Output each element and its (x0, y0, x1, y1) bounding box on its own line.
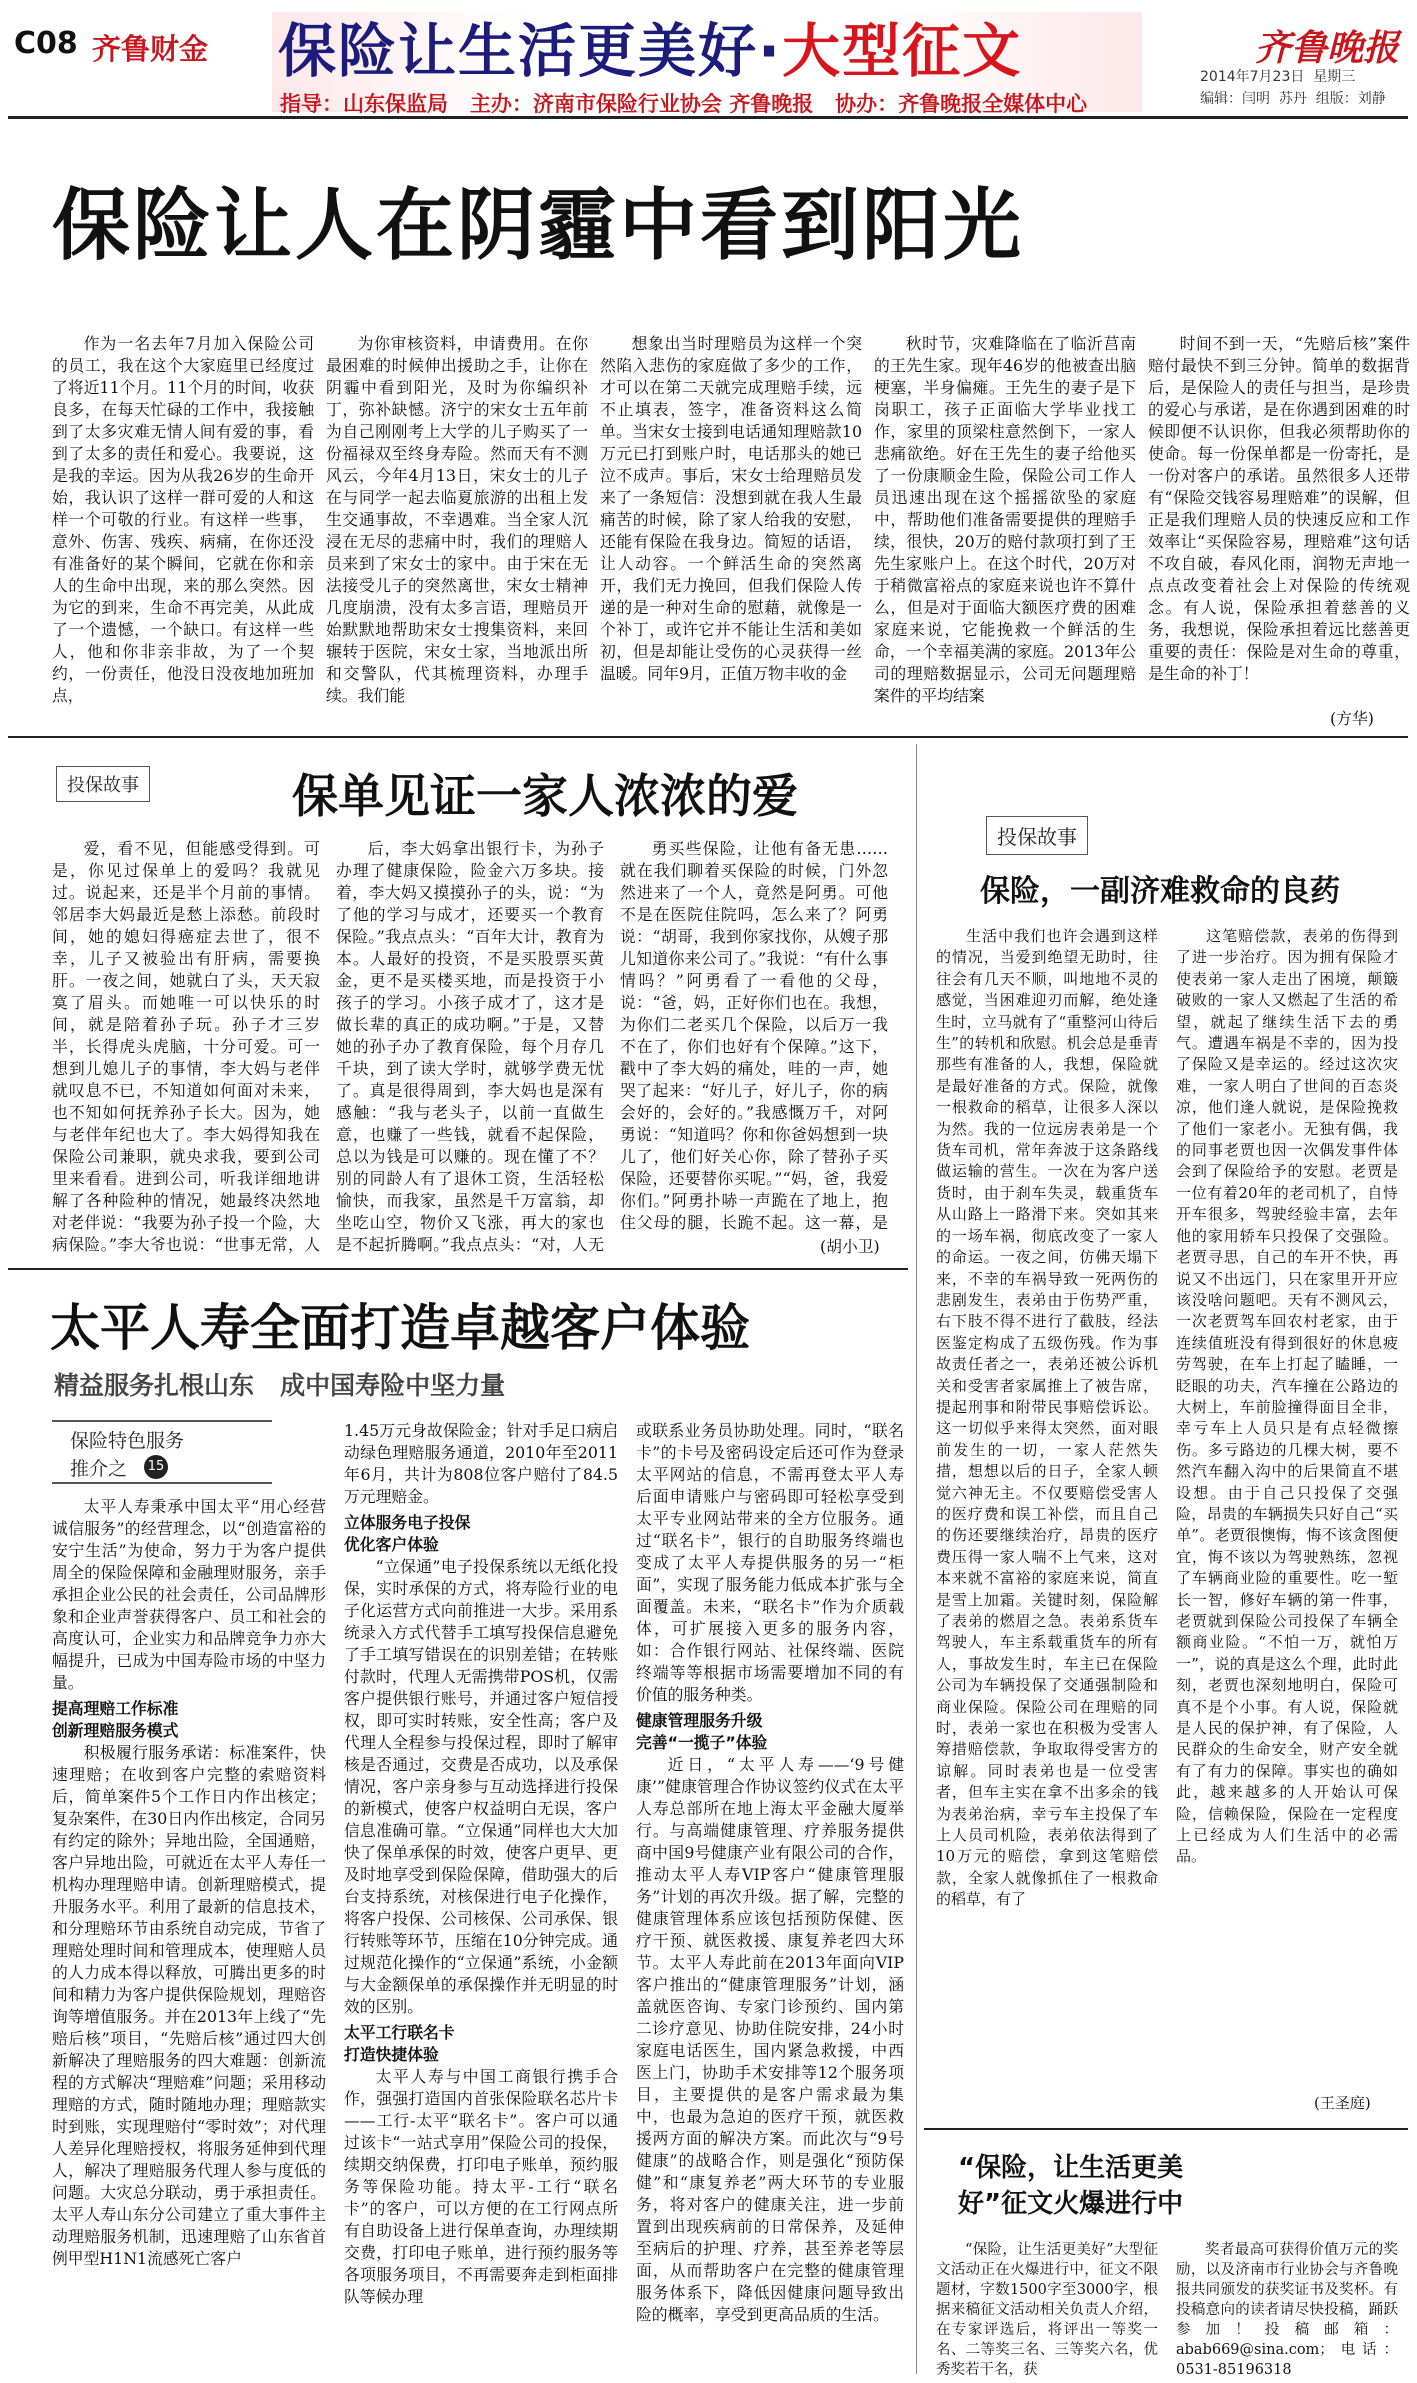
article4-col3 (636, 1420, 904, 2374)
article3-col2: 这笔赔偿款，表弟的伤得到了进一步治疗。因为拥有保险才使表弟一家人走出了困境，颠簸破败的一家人又燃起了生活的希望，就起了继续生活下去的勇气。遭遇车祸是不幸的，因为投了保险又是幸运的。经过这次灾难，一家人明白了世间的百态炎凉，他们逢人就说，是保险挽救了他们一家老小。无独有偶，我的同事老贾也因一次偶发事件体会到了保险给予的安慰。老贾是一位有着20年的老司机了，自恃开车很多，驾驶经验丰富，去年他的家用轿车只投保了交强险。老贾寻思，自己的车开不快，再说又不出远门，只在家里开开应该没啥问题吧。天有不测风云，一次老贾驾车回农村老家，由于连续值班没有得到很好的休息疲劳驾驶，在车上打起了瞌睡，一眨眼的功夫，汽车撞在公路边的大树上，车前脸撞得面目全非，幸亏车上人员只是有点轻微擦伤。多亏路边的几棵大树，要不然汽车翻入沟中的后果简直不堪设想。由于自己只投保了交强险，昂贵的车辆损失只好自己“买单”。老贾很懊悔，悔不该贪图便宜，悔不该以为驾驶熟练，忽视了车辆商业险的重要性。吃一堑长一智，修好车辆的第一件事，老贾就到保险公司投保了车辆全额商业险。“不怕一万，就怕万一”，说的真是这么个理，此时此刻，老贾也深刻地明白，保险可真不是个小事。有人说，保险就是人民的保护神，有了保险，人民群众的生命安全，财产安全就有了有力的保障。事实也的确如此，越来越多的人开始认可保险，信赖保险，保险在一定程度上已经成为人们生活中的必需品。 (1176, 927, 1398, 1866)
article5-col1: “保险，让生活更美好”大型征文活动正在火爆进行中，征文不限题材，字数1500字至3000字，根据来稿征文活动相关负责人介绍，在专家评选后，将评出一等奖一名、二等奖三名、三等奖六名，优秀奖若干名，获 (936, 2242, 1158, 2378)
article4-sub3: 太平工行联名卡 打造快捷体验 (344, 2023, 455, 2064)
article4-col3-top: 或联系业务员协助处理。同时，“联名卡”的卡号及密码设定后还可作为登录太平网站的信息，不需再登太平人寿后面申请账户与密码即可轻松享受到太平专业网站带来的全方位服务。通过“联名卡”，银行的自助服务终端也变成了太平人寿提供服务的另一“柜面”，实现了服务能力低成本扩张与全面覆盖。未来，“联名卡”作为介质载体，可扩展接入更多的服务内容，如：合作银行网站、社保终端、医院终端等等根据市场需要增加不同的有价值的服务种类。 (636, 1421, 904, 1704)
article4-headline: 太平人寿全面打造卓越客户体验 (50, 1299, 750, 1357)
article2-col1: 爱，看不见，但能感受得到。可是，你见过保单上的爱吗？我就见过。说起来，还是半个月前的事情。邻居李大妈最近是愁上添愁。前段时间，她的媳妇得癌症去世了，很不幸，儿子又被验出有肝病，需要换肝。一夜之间，她就白了头，天天寂寞了眉头。而她唯一可以快乐的时间，就是陪着孙子玩。孙子才三岁半，长得虎头虎脑，十分可爱。可一想到儿媳儿子的事情，李大妈与老伴就叹息不已，不知道如何面对未来，也不知如何抚养孙子长大。因为，她与老伴年纪也大了。李大妈得知我在保险公司兼职，就央求我，要到公司里来看看。进到公司，听我详细地讲解了各种险种的情况，她最终决然地对老伴说：“我要为孙子投一个险，大病保险。”李大爷也说：“世事无常，人 (52, 839, 320, 1254)
article1-divider (8, 736, 1408, 738)
editors-line: 编辑：闫明 苏丹 组版：刘静 (1200, 91, 1386, 107)
masthead-divider (8, 116, 1408, 119)
sponsors-line: 指导：山东保监局 主办：济南市保险行业协会 齐鲁晚报 协办：齐鲁晚报全媒体中心 (280, 92, 1088, 116)
article4-sub1: 提高理赔工作标准 创新理赔服务模式 (52, 1699, 179, 1740)
article2-headline: 保单见证一家人浓浓的爱 (292, 769, 798, 823)
article1-byline: (方华) (1330, 709, 1374, 728)
article1-col5: 时间不到一天，“先赔后核”案件赔付最快不到三分钟。简单的数据背后，是保险人的责任与担当，是珍贵的爱心与承诺，是在你遇到困难的时候即便不认识你，但我必须帮助你的使命。每一份保单都是一份寄托，是一份对客户的承诺。虽然很多人还带有“保险交钱容易理赔难”的误解，但正是我们理赔人员的快速反应和工作效率让“买保险容易，理赔难”这句话不攻自破，春风化雨，润物无声地一点点改变着社会上对保险的传统观念。有人说，保险承担着慈善的义务，我想说，保险承担着远比慈善更重要的责任：保险是对生命的尊重，是生命的补丁！ (1148, 334, 1410, 683)
article2-col2: 后，李大妈拿出银行卡，为孙子办理了健康保险，险金六万多块。接着，李大妈又摸摸孙子的头，说：“为了他的学习与成才，还要买一个教育保险。”我点点头：“百年大计，教育为本。人最好的投资，不是买股票买黄金，更不是买楼买地，而是投资于小孩子的学习。小孩子成才了，这才是做长辈的真正的成功啊。”于是，又替她的孙子办了教育保险，每个月存几千块，到了读大学时，就够学费无忧了。真是很得周到，李大妈也是深有感触：“我与老头子，以前一直做生意，也赚了一些钱，就看不起保险，总以为钱是可以赚的。现在懂了不？别的同龄人有了退休工资，生活轻松愉快，而我家，虽然是千万富翁，却坐吃山空，物价又飞涨，再大的家也是不起折腾啊。”我点点头：“对，人无 (336, 839, 604, 1254)
article4-subheadline: 精益服务扎根山东 成中国寿险中坚力量 (54, 1371, 506, 1400)
article4-col2-top: 1.45万元身故保险金；针对手足口病启动绿色理赔服务通道，2010年至2011年6月，共计为808位客户赔付了84.5万元理赔金。 (344, 1421, 618, 1506)
article3-divider (924, 2128, 1408, 2130)
article3-byline: (王圣庭) (1314, 2094, 1371, 2112)
banner-title-part2: 大型征文 (782, 17, 1023, 85)
article1-col2: 为你审核资料，申请费用。在你最困难的时候伸出援助之手，让你在阴霾中看到阳光，及时为你编织补丁，弥补缺憾。济宁的宋女士五年前为自己刚刚考上大学的儿子购买了一份福禄双至终身寿险。然而天有不测风云，今年4月13日，宋女士的儿子在与同学一起去临夏旅游的出租上发生交通事故，不幸遇难。当全家人沉浸在无尽的悲痛中时，我们的理赔人员来到了宋女士的家中。由于宋在无法接受儿子的突然离世，宋女士精神几度崩溃，没有太多言语，理赔员开始默默地帮助宋女士搜集资料，来回辗转于医院，宋女士家，当地派出所和交警队，代其梳理资料，办理手续。我们能 (326, 334, 588, 705)
section-name: 齐鲁财金 (92, 32, 209, 66)
article4-col2 (344, 1420, 618, 2374)
column-divider (916, 744, 917, 2374)
article1-col3: 想象出当时理赔员为这样一个突然陷入悲伤的家庭做了多少的工作，才可以在第二天就完成理赔手续，远不止填表，签字，准备资料这么简单。当宋女士接到电话通知理赔款10万元已打到账户时，电话那头的她已泣不成声。事后，宋女士给理赔员发来了一条短信：没想到就在我人生最痛苦的时候，除了家人给我的安慰，还能有保险在我身边。简短的话语，让人动容。一个鲜活生命的突然离开，我们无力挽回，但我们保险人传递的是一种对生命的慰藉，就像是一个补丁，或许它并不能让生活和美如初，但是却能让受伤的心灵获得一丝温暖。同年9月，正值万物丰收的金 (600, 334, 862, 683)
article4-col1 (52, 1496, 326, 2374)
paper-logo: 齐鲁晚报 (1255, 27, 1400, 69)
banner-title-part1: 保险让生活更美好 (278, 17, 759, 85)
article4-body3: 太平人寿与中国工商银行携手合作，强强打造国内首张保险联名芯片卡——工行-太平“联名卡”。客户可以通过该卡“一站式享用”保险公司的投保，续期交纳保费，打印电子账单，预约服务等保险功能。持太平-工行“联名卡”的客户，可以方便的在工行网点所有自助设备上进行保单查询，办理续期交费，打印电子账单，进行预约服务等各项服务项目，不再需要奔走到柜面排队等候办理 (344, 2067, 618, 2306)
article4-sub2: 立体服务电子投保 优化客户体验 (344, 1513, 471, 1554)
article4-body2: “立保通”电子投保系统以无纸化投保，实时承保的方式，将寿险行业的电子化运营方式向前推进一大步。采用系统录入方式代替手工填写投保信息避免了手工填写错误在的识别差错；在转账付款时，代理人无需携带POS机，仅需客户提供银行账号，并通过客户短信授权，即可实时转账，安全性高；客户及代理人全程参与投保过程，即时了解审核是否通过，交费是否成功，以及承保情况，客户亲身参与互动选择进行投保的新模式，使客户权益明白无误，客户信息准确可靠。“立保通”同样也大大加快了保单承保的时效，使客户更早、更及时地享受到保险保障，借助强大的后台支持系统，对核保进行电子化操作，将客户投保、公司核保、公司承保、银行转账等环节，压缩在10分钟完成。通过规范化操作的“立保通”系统，小金额与大金额保单的承保操作并无明显的时效的区别。 (344, 1557, 618, 2016)
article4-tag-number: 15 (144, 1455, 168, 1479)
date-line: 2014年7月23日 星期三 (1200, 69, 1356, 85)
article3-col1: 生活中我们也许会遇到这样的情况，当爱到绝望无助时，往往会有几天不顺，叫地地不灵的感觉，当困难迎刃而解，绝处逢生时，立马就有了“重整河山待后生”的转机和欣慰。机会总是垂青那些有准备的人，我想，保险就是最好准备的方式。保险，就像一根救命的稻草，让很多人深以为然。我的一位远房表弟是一个货车司机，常年奔波于这条路线做运输的营生。一次在为客户送货时，由于刹车失灵，载重货车从山路上一路滑下来。突如其来的一场车祸，彻底改变了一家人的命运。一夜之间，仿佛天塌下来，不幸的车祸导致一死两伤的悲剧发生，表弟由于伤势严重，右下肢不得不进行了截肢，经法医鉴定构成了五级伤残。作为事故责任者之一，表弟还被公诉机关和受害者家属推上了被告席，提起刑事和附带民事赔偿诉讼。这一切似乎来得太突然，面对眼前发生的一切，一家人茫然失措，想想以后的日子，全家人顿觉六神无主。不仅要赔偿受害人的医疗费和误工补偿，而且自己的伤还要继续治疗，昂贵的医疗费压得一家人喘不上气来，这对本来就不富裕的家庭来说，简直是雪上加霜。关键时刻，保险解了表弟的燃眉之急。表弟系货车驾驶人，车主系载重货车的所有人，事故发生时，车主已在保险公司为车辆投保了交通强制险和商业保险。保险公司在理赔的同时，表弟一家也在积极为受害人筹措赔偿款，争取取得受害方的谅解。同时表弟也是一位受害者，但车主实在拿不出多余的钱为表弟治病，幸亏车主投保了车上人员司机险，表弟依法得到了10万元的赔偿，拿到这笔赔偿款，全家人就像抓住了一根救命的稻草，有了 (936, 927, 1158, 1909)
page-code: C08 (14, 26, 78, 61)
article1-col4: 秋时节，灾难降临在了临沂莒南的王先生家。现年46岁的他被查出脑梗塞，半身偏瘫。王先生的妻子是下岗职工，孩子正面临大学毕业找工作，家里的顶梁柱意然倒下，一家人悲痛欲绝。好在王先生的妻子给他买了一份康顺金生险，保险公司工作人员迅速出现在这个摇摇欲坠的家庭中，帮助他们准备需要提供的理赔手续，很快，20万的赔付款项打到了王先生家账户上。在这个时代，20万对于稍微富裕点的家庭来说也许不算什么，但是对于面临大额医疗费的困难家庭来说，它能挽救一个鲜活的生命，一个幸福美满的家庭。2013年公司的理赔数据显示，公司无问题理赔案件的平均结案 (874, 334, 1136, 705)
banner-title (278, 16, 1022, 86)
article4-tag-line1: 保险特色服务 (70, 1430, 185, 1452)
article4-tag (52, 1420, 272, 1484)
article4-tag-line2: 推介之 (70, 1458, 128, 1480)
article4-intro: 太平人寿秉承中国太平“用心经营 诚信服务”的经营理念，以“创造富裕的安宁生活”为使命，努力于为客户提供周全的保险保障和金融理财服务，亲手承担企业公民的社会责任，公司品牌形象和企业声誉获得客户、员工和社会的高度认可，企业实力和品牌竞争力亦大幅提升，已成为中国寿险市场的中坚力量。 (52, 1497, 326, 1692)
article4-body4: 近日，“太平人寿——‘9号健康’”健康管理合作协议签约仪式在太平人寿总部所在地上海太平金融大厦举行。与高端健康管理、疗养服务提供商中国9号健康产业有限公司的合作，推动太平人寿VIP客户“健康管理服务”计划的再次升级。据了解，完整的健康管理体系应该包括预防保健、医疗干预、就医救援、康复养老四大环节。太平人寿此前在2013年面向VIP客户推出的“健康管理服务”计划，涵盖就医咨询、专家门诊预约、国内第二诊疗意见、协助住院安排，24小时家庭电话医生，国内紧急救援，中西医上门，协助手术安排等12个服务项目，主要提供的是客户需求最为集中，也最为急迫的医疗干预，就医救援两方面的解决方案。而此次与“9号健康”的战略合作，则是强化“预防保健”和“康复养老”两大环节的专业服务，将对客户的健康关注，进一步前置到出现疾病前的日常保养，及延伸至病后的护理、疗养，甚至养老等层面，从而帮助客户在完整的健康管理服务体系下，降低因健康问题导致出险的概率，享受到更高品质的生活。 (636, 1755, 904, 2324)
article1-headline: 保险让人在阴霾中看到阳光 (52, 181, 1025, 271)
article4-body1: 积极履行服务承诺：标准案件，快速理赔；在收到客户完整的索赔资料后，简单案件5个工作日内作出核定；复杂案件，在30日内作出核定，合同另有约定的除外；异地出险，全国通赔，客户异地出险，可就近在太平人寿任一机构办理理赔申请。创新理赔模式，提升服务水平。利用了最新的信息技术，和分理赔环节由系统自动完成，节省了理赔处理时间和管理成本，使理赔人员的人力成本得以释放，可腾出更多的时间和精力为客户提供保险规划，理赔咨询等增值服务。并在2013年上线了“先赔后核”项目，“先赔后核”通过四大创新解决了理赔服务的四大难题：创新流程的方式解决“理赔难”问题；采用移动理赔的方式，随时随地办理；理赔款实时到账，实现理赔付“零时效”；对代理人差异化理赔授权，将服务延伸到代理人，解决了理赔服务代理人参与度低的问题。大灾总分联动，勇于承担责任。太平人寿山东分公司建立了重大事件主动理赔服务机制，迅速理赔了山东省首例甲型H1N1流感死亡客户 (52, 1743, 326, 2268)
article2-tag: 投保故事 (56, 766, 150, 802)
banner-dot: · (758, 17, 783, 85)
article3-tag: 投保故事 (986, 816, 1088, 855)
article2-divider (8, 1268, 908, 1270)
article5-headline: “保险，让生活更美好”征文火爆进行中 (958, 2153, 1184, 2219)
article2-col3: 勇买些保险，让他有备无患……就在我们聊着买保险的时候，门外忽然进来了一个人，竟然是阿勇。可他不是在医院住院吗，怎么来了？阿勇说：“胡哥，我到你家找你，从嫂子那儿知道你来公司了。”我说：“有什么事情吗？”阿勇看了一看他的父母，说：“爸，妈，正好你们也在。我想，为你们二老买几个保险，以后万一我不在了，你们也好有个保障。”这下，戳中了李大妈的痛处，哇的一声，她哭了起来：“好儿子，好儿子，你的病会好的，会好的。”我感慨万千，对阿勇说：“知道吗？你和你爸妈想到一块儿了，他们好关心你，除了替孙子买保险，还要替你买呢。”“妈，爸，我爱你们。”阿勇扑哧一声跪在了地上，抱住父母的腿，长跪不起。这一幕，是 (620, 839, 888, 1232)
article3-headline: 保险，一副济难救命的良药 (980, 874, 1340, 909)
article2-byline: (胡小卫) (820, 1237, 880, 1256)
article4-sub4: 健康管理服务升级 完善“一揽子”体验 (636, 1711, 768, 1752)
article5-col2: 奖者最高可获得价值万元的奖励，以及济南市行业协会与齐鲁晚报共同颁发的获奖证书及奖杯。有投稿意向的读者请尽快投稿，踊跃参加！投稿邮箱：abab669@sina.com；电话：0531-85196318 (1176, 2242, 1398, 2378)
article1-col1: 作为一名去年7月加入保险公司的员工，我在这个大家庭里已经度过了将近11个月。11个月的时间，收获良多，在每天忙碌的工作中，我接触到了太多灾难无情人间有爱的事，看到了太多的责任和爱心。我要说，这是我的幸运。因为从我26岁的生命开始，我认识了这样一群可爱的人和这样一个可敬的行业。有这样一些事，意外、伤害、残疾、病痛，在你还没有准备好的某个瞬间，它就在你和亲人的生命中出现，来的那么突然。因为它的到来，生命不再完美，从此成了一个遗憾，一个缺口。有这样一些人，他和你非亲非故，为了一个契约，一份责任，他没日没夜地加班加点， (52, 334, 314, 705)
